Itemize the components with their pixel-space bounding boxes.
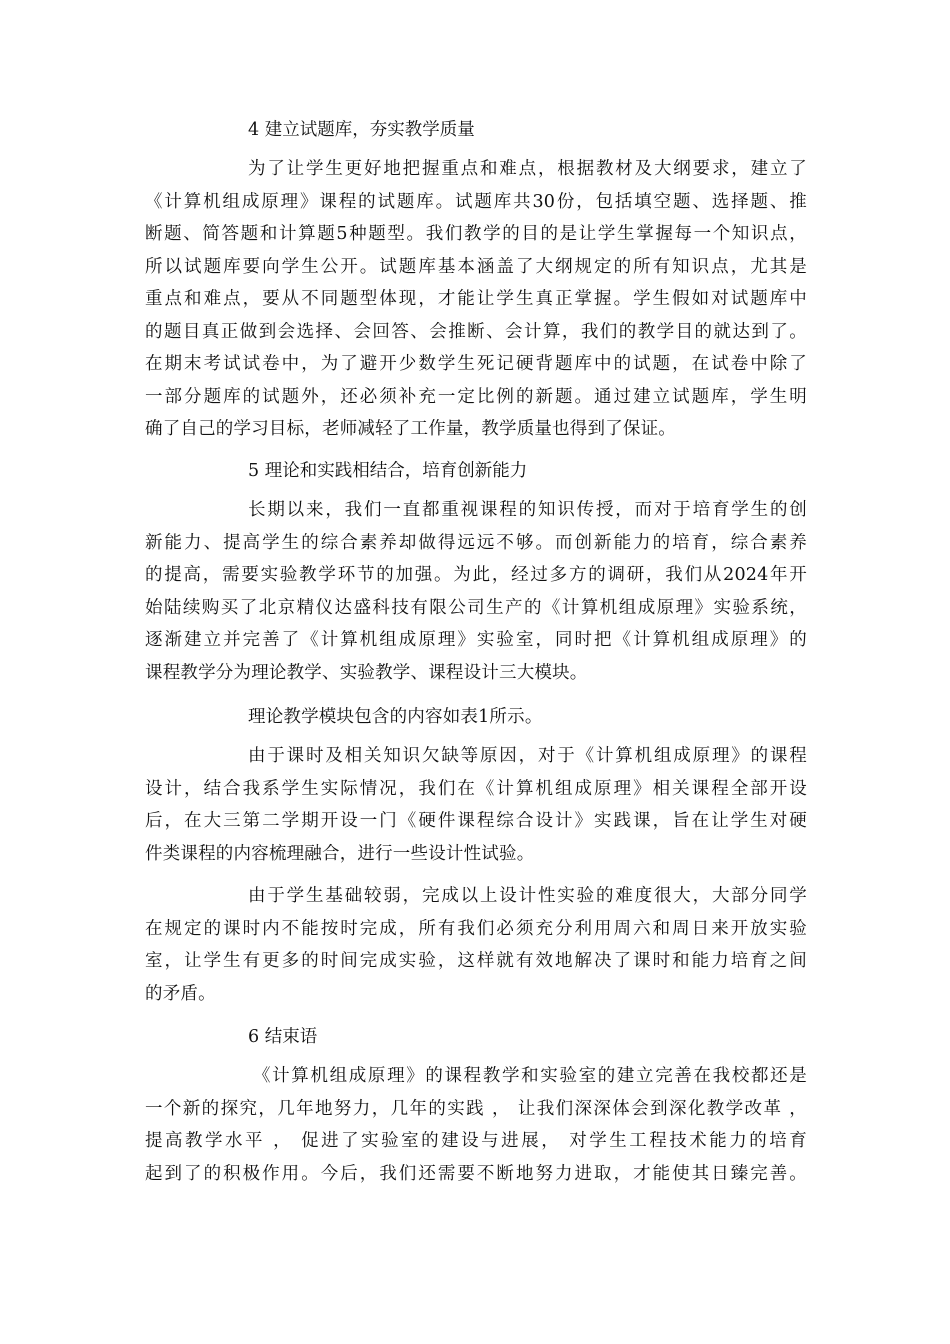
section-5-heading: 5 理论和实践相结合，培育创新能力 bbox=[248, 461, 528, 481]
paragraph-line: 重点和难点，要从不同题型体现，才能让学生真正掌握。学生假如对试题库中 bbox=[145, 289, 807, 309]
paragraph-line: 一个新的探究，几年地努力，几年的实践 ， 让我们深深体会到深化教学改革 ， bbox=[145, 1098, 807, 1119]
paragraph-line: 新能力、提高学生的综合素养却做得远远不够。而创新能力的培育，综合素养 bbox=[145, 532, 807, 553]
section-5-paragraph-3 bbox=[145, 740, 807, 870]
section-6-heading: 6 结束语 bbox=[248, 1027, 318, 1047]
paragraph-line: 确了自己的学习目标，老师减轻了工作量，教学质量也得到了保证。 bbox=[145, 419, 676, 439]
paragraph-line: 一部分题库的试题外，还必须补充一定比例的新题。通过建立试题库，学生明 bbox=[145, 386, 807, 407]
paragraph-line: 由于学生基础较弱，完成以上设计性实验的难度很大，大部分同学 bbox=[248, 886, 807, 906]
paragraph-line: 的矛盾。 bbox=[145, 983, 216, 1004]
paragraph-line: 件类课程的内容梳理融合，进行一些设计性试验。 bbox=[145, 843, 535, 864]
section-5-paragraph-1 bbox=[145, 494, 807, 689]
paragraph-line: 逐渐建立并完善了《计算机组成原理》实验室，同时把《计算机组成原理》的 bbox=[145, 630, 807, 650]
paragraph-line: 设计，结合我系学生实际情况，我们在《计算机组成原理》相关课程全部开设 bbox=[145, 778, 807, 799]
paragraph-line: 起到了的积极作用。今后，我们还需要不断地努力进取，才能使其日臻完善。 bbox=[145, 1163, 807, 1184]
paragraph-line: 室，让学生有更多的时间完成实验，这样就有效地解决了课时和能力培育之间 bbox=[145, 951, 807, 971]
paragraph-line: 由于课时及相关知识欠缺等原因，对于《计算机组成原理》的课程 bbox=[248, 746, 807, 766]
paragraph-line: 在规定的课时内不能按时完成，所有我们必须充分利用周六和周日来开放实验 bbox=[145, 918, 807, 939]
paragraph-line: 的题目真正做到会选择、会回答、会推断、会计算，我们的教学目的就达到了。 bbox=[145, 321, 807, 342]
paragraph-line: 所以试题库要向学生公开。试题库基本涵盖了大纲规定的所有知识点，尤其是 bbox=[145, 256, 807, 277]
paragraph-line: 断题、简答题和计算题5种题型。我们教学的目的是让学生掌握每一个知识点， bbox=[145, 224, 807, 244]
paragraph-line: 的提高，需要实验教学环节的加强。为此，经过多方的调研，我们从2024年开 bbox=[145, 565, 807, 585]
paragraph-line: 提高教学水平 ， 促进了实验室的建设与进展， 对学生工程技术能力的培育 bbox=[145, 1131, 807, 1151]
section-4-heading: 4 建立试题库，夯实教学质量 bbox=[248, 120, 475, 140]
section-4-paragraph bbox=[145, 153, 807, 446]
paragraph-line: 《计算机组成原理》的课程教学和实验室的建立完善在我校都还是 bbox=[253, 1066, 807, 1086]
paragraph-line: 课程教学分为理论教学、实验教学、课程设计三大模块。 bbox=[145, 662, 588, 683]
paragraph-line: 始陆续购买了北京精仪达盛科技有限公司生产的《计算机组成原理》实验系统， bbox=[145, 597, 807, 618]
paragraph-line: 后，在大三第二学期开设一门《硬件课程综合设计》实践课，旨在让学生对硬 bbox=[145, 811, 807, 831]
section-6-paragraph bbox=[145, 1060, 807, 1190]
paragraph-line: 为了让学生更好地把握重点和难点，根据教材及大纲要求，建立了 bbox=[248, 159, 807, 179]
paragraph-line: 理论教学模块包含的内容如表1所示。 bbox=[248, 707, 543, 727]
section-5-paragraph-4 bbox=[145, 880, 807, 1010]
paragraph-line: 《计算机组成原理》课程的试题库。试题库共30份，包括填空题、选择题、推 bbox=[145, 191, 807, 212]
paragraph-line: 在期末考试试卷中，为了避开少数学生死记硬背题库中的试题，在试卷中除了 bbox=[145, 354, 807, 374]
section-5-paragraph-2 bbox=[145, 701, 807, 734]
paragraph-line: 长期以来，我们一直都重视课程的知识传授，而对于培育学生的创 bbox=[248, 500, 807, 520]
